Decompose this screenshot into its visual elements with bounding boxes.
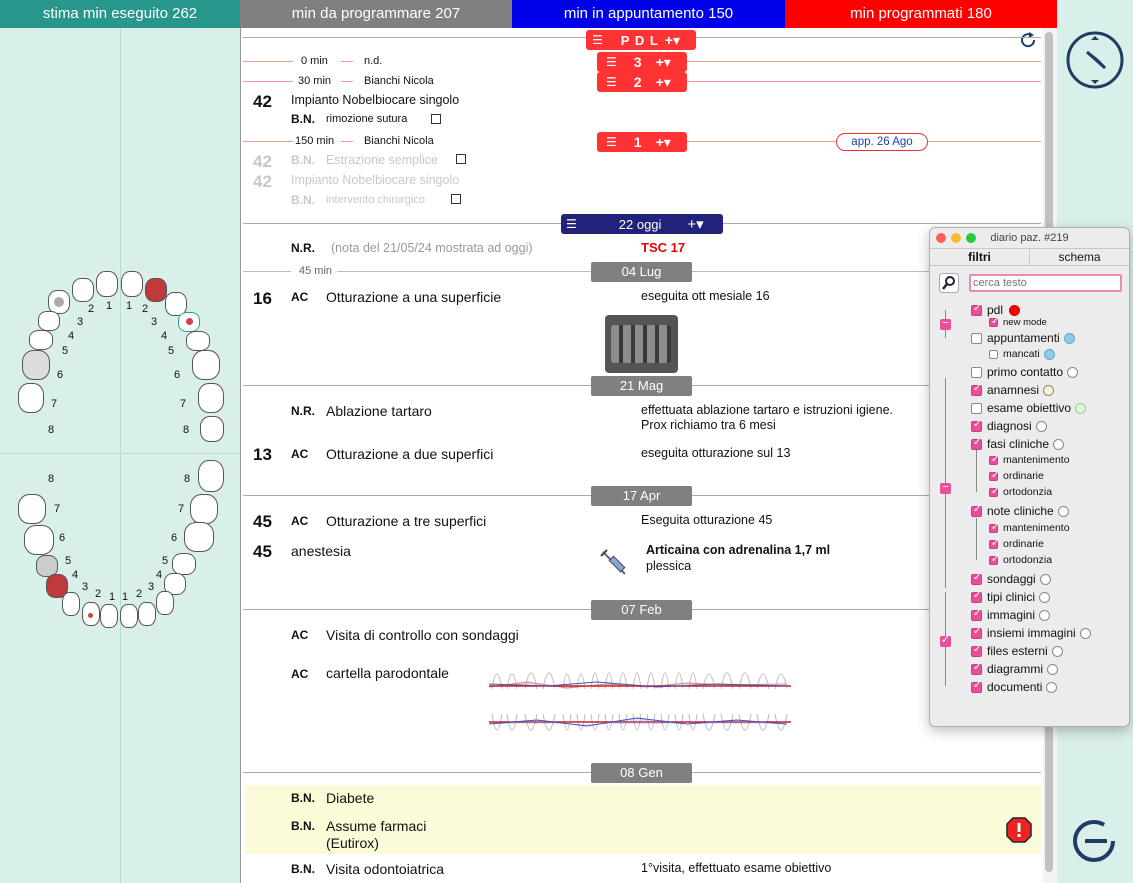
timeline — [243, 271, 291, 272]
appointment-badge[interactable]: app. 26 Ago — [836, 133, 928, 151]
duration: 150 min — [295, 135, 335, 147]
tooth-number: 3 — [148, 581, 155, 593]
tooth-upper-r7[interactable] — [18, 383, 44, 413]
tooth-number: 13 — [253, 445, 272, 464]
treatment-note: effettuata ablazione tartaro e istruzioni igiene. — [641, 403, 894, 417]
treatment-subtitle: intervento chirurgico — [326, 194, 426, 206]
treatment-title: Impianto Nobelbiocare singolo — [291, 173, 460, 187]
operator-name: Bianchi Nicola — [364, 135, 434, 147]
tooth-number: 42 — [253, 152, 272, 171]
tooth-number: 3 — [77, 316, 84, 328]
timeline — [341, 141, 353, 142]
tooth-number: 5 — [65, 555, 72, 567]
treatment-title: Ablazione tartaro — [326, 403, 432, 419]
tooth-lower-r8[interactable] — [198, 460, 224, 492]
treatment-title: Visita di controllo con sondaggi — [326, 627, 519, 643]
filter-fasi-cliniche[interactable]: ✓ fasi cliniche — [971, 437, 1064, 451]
operator-code: AC — [291, 514, 309, 528]
tooth-number: 1 — [106, 300, 113, 312]
maximize-window-icon[interactable] — [966, 233, 976, 243]
window-titlebar[interactable] — [930, 228, 1129, 248]
treatment-title: Otturazione a due superfici — [326, 446, 494, 462]
tooth-upper-l7[interactable] — [198, 383, 224, 413]
tab-filters[interactable]: filtri — [930, 249, 1030, 265]
timeline — [341, 61, 353, 62]
filter-insiemi-immagini[interactable]: ✓ insiemi immagini — [971, 626, 1091, 640]
tooth-number: 6 — [171, 532, 178, 544]
tooth-number: 45 — [253, 542, 272, 561]
minutes-programmed-header: min programmati 180 — [785, 0, 1057, 28]
collapse-group-toggle[interactable]: − — [940, 483, 951, 494]
filter-mancati[interactable]: mancati — [989, 348, 1055, 360]
tooth-lower-r7[interactable] — [190, 494, 218, 524]
tooth-number: 7 — [180, 398, 187, 410]
tooth-upper-r6[interactable] — [22, 350, 50, 380]
date-separator: 21 Mag — [591, 376, 692, 396]
color-dot-icon — [1064, 333, 1075, 344]
tooth-number: 8 — [48, 424, 55, 436]
logout-icon[interactable] — [1071, 818, 1117, 864]
phase-number: 1 — [633, 134, 642, 150]
anamnesis-detail: (Eutirox) — [326, 835, 379, 851]
operator-code: B.N. — [291, 193, 315, 207]
date-separator: 07 Feb — [591, 600, 692, 620]
minutes-in-appointment-header: min in appuntamento 150 — [512, 0, 785, 28]
tooth-number: 2 — [142, 303, 149, 315]
tooth-upper-l2[interactable] — [145, 278, 167, 302]
tooth-number: 8 — [184, 473, 191, 485]
operator-code: N.R. — [291, 241, 315, 255]
tree-line — [976, 450, 977, 492]
timeline — [243, 61, 293, 62]
filter-documenti[interactable]: ✓ documenti — [971, 680, 1057, 694]
tooth-number: 45 — [253, 512, 272, 531]
tree-line — [976, 518, 977, 560]
drug-technique: plessica — [646, 559, 692, 573]
minimize-window-icon[interactable] — [951, 233, 961, 243]
phase-3-pill[interactable] — [597, 52, 687, 72]
done-checkbox[interactable] — [456, 154, 466, 164]
tooth-upper-l6[interactable] — [192, 350, 220, 380]
treatment-note: Prox richiamo tra 6 mesi — [641, 418, 776, 432]
filter-note-ortodonzia[interactable]: ✓ ortodonzia — [989, 554, 1052, 566]
tooth-number: 4 — [156, 569, 163, 581]
filter-immagini[interactable]: ✓ immagini — [971, 608, 1050, 622]
menu-icon[interactable]: ☰ — [566, 217, 577, 231]
tooth-number: 4 — [161, 330, 168, 342]
add-icon[interactable]: +▾ — [687, 216, 704, 233]
collapse-group-toggle[interactable]: ✓ — [940, 634, 951, 646]
alert-icon[interactable] — [1006, 817, 1032, 843]
tooth-lower-l2[interactable] — [82, 602, 100, 626]
pdl-label: P D L — [620, 32, 659, 48]
add-icon[interactable]: +▾ — [664, 31, 680, 48]
timeline — [687, 81, 1041, 82]
filter-primo-contatto[interactable]: primo contatto — [971, 365, 1078, 379]
filter-anamnesi[interactable]: ✓ anamnesi — [971, 383, 1054, 397]
tooth-number: 2 — [95, 588, 102, 600]
search-icon[interactable] — [939, 273, 959, 293]
filter-new-mode[interactable]: ✓ new mode — [989, 317, 1047, 328]
tooth-lower-r5[interactable] — [172, 553, 196, 575]
operator-code: B.N. — [291, 112, 315, 126]
color-dot-icon — [1053, 439, 1064, 450]
tooth-number: 2 — [136, 588, 143, 600]
treatment-title: Otturazione a tre superfici — [326, 513, 487, 529]
tooth-number: 5 — [162, 555, 169, 567]
tooth-upper-l8[interactable] — [200, 416, 224, 442]
add-icon[interactable]: +▾ — [655, 73, 671, 90]
color-dot-icon — [1067, 367, 1078, 378]
tooth-number: 8 — [48, 473, 55, 485]
phase-number: 2 — [633, 74, 642, 90]
treatment-title: cartella parodontale — [326, 665, 449, 681]
tooth-upper-r2[interactable] — [72, 278, 94, 302]
filter-note-ordinarie[interactable]: ✓ ordinarie — [989, 538, 1044, 550]
color-dot-icon — [1080, 628, 1091, 639]
treatment-note: eseguita ott mesiale 16 — [641, 289, 770, 303]
tooth-number: 5 — [62, 345, 69, 357]
done-checkbox[interactable] — [431, 114, 441, 124]
close-window-icon[interactable] — [936, 233, 946, 243]
color-dot-icon — [1052, 646, 1063, 657]
treatment-title: Otturazione a una superficie — [326, 289, 502, 305]
filter-window — [929, 227, 1130, 727]
filter-fasi-mantenimento[interactable]: ✓ mantenimento — [989, 454, 1070, 466]
treatment-title: anestesia — [291, 543, 351, 559]
color-dot-icon — [1036, 421, 1047, 432]
filter-appuntamenti[interactable]: appuntamenti — [971, 331, 1075, 345]
done-checkbox[interactable] — [451, 194, 461, 204]
tooth-upper-l4[interactable] — [178, 312, 200, 332]
operator-code: AC — [291, 447, 309, 461]
tooth-number: 6 — [174, 369, 181, 381]
search-input[interactable] — [969, 274, 1122, 292]
filter-sondaggi[interactable]: ✓ sondaggi — [971, 572, 1051, 586]
operator-code: N.R. — [291, 404, 315, 418]
tooth-number: 2 — [88, 303, 95, 315]
anamnesis-title: Assume farmaci — [326, 818, 427, 834]
treatment-title: Impianto Nobelbiocare singolo — [291, 93, 460, 107]
menu-icon[interactable]: ☰ — [606, 55, 617, 69]
treatment-note: 1°visita, effettuato esame obiettivo — [641, 861, 832, 875]
timeline — [243, 81, 293, 82]
operator-code: AC — [291, 667, 309, 681]
tooth-number: 6 — [59, 532, 66, 544]
tab-schema[interactable]: schema — [1058, 250, 1101, 264]
tooth-lower-l1[interactable] — [100, 604, 118, 628]
duration: 0 min — [301, 55, 328, 67]
filter-tipi-clinici[interactable]: ✓ tipi clinici — [971, 590, 1050, 604]
today-header[interactable] — [561, 214, 723, 234]
filter-files-esterni[interactable]: ✓ files esterni — [971, 644, 1063, 658]
menu-icon[interactable]: ☰ — [592, 33, 603, 47]
duration: 45 min — [299, 265, 333, 277]
date-separator: 04 Lug — [591, 262, 692, 282]
filter-fasi-ortodonzia[interactable]: ✓ ortodonzia — [989, 486, 1052, 498]
color-dot-icon — [1043, 385, 1054, 396]
window-title: diario paz. #219 — [990, 232, 1069, 244]
operator-code: AC — [291, 290, 309, 304]
tooth-number: 4 — [68, 330, 75, 342]
filter-diagrammi[interactable]: ✓ diagrammi — [971, 662, 1058, 676]
color-dot-icon — [1046, 682, 1057, 693]
tooth-number: 7 — [178, 503, 185, 515]
estimate-minutes-header: stima min eseguito 262 — [0, 0, 240, 28]
tooth-number: 6 — [57, 369, 64, 381]
tooth-number: 7 — [54, 503, 61, 515]
treatment-note: Eseguita otturazione 45 — [641, 513, 773, 527]
tooth-number: 4 — [72, 569, 79, 581]
syringe-icon — [599, 548, 631, 580]
collapse-group-toggle[interactable]: − — [940, 319, 951, 330]
filter-esame-obiettivo[interactable]: esame obiettivo — [971, 401, 1086, 415]
tooth-number: 1 — [109, 591, 116, 603]
tsc-status: TSC 17 — [641, 240, 686, 255]
tooth-number: 3 — [82, 581, 89, 593]
color-dot-icon — [1047, 664, 1058, 675]
tooth-lower-l3[interactable] — [62, 592, 80, 616]
treatment-subtitle: rimozione sutura — [326, 113, 408, 125]
filter-note-mantenimento[interactable]: ✓ mantenimento — [989, 522, 1070, 534]
refresh-icon[interactable] — [1020, 31, 1038, 49]
filter-pdl[interactable]: ✓ pdl — [971, 303, 1020, 317]
timeline — [687, 61, 1041, 62]
midline-divider — [120, 28, 121, 883]
drug-name: Articaina con adrenalina 1,7 ml — [646, 543, 831, 557]
pdl-plan-header[interactable] — [586, 30, 696, 50]
odontogram-panel — [0, 28, 240, 883]
header-spacer — [1057, 0, 1133, 28]
tooth-upper-r5[interactable] — [29, 330, 53, 350]
minutes-to-program-header: min da programmare 207 — [240, 0, 512, 28]
tooth-upper-l1[interactable] — [121, 271, 143, 297]
tooth-upper-r1[interactable] — [96, 271, 118, 297]
operator-code: B.N. — [291, 791, 315, 805]
operator-code: B.N. — [291, 153, 315, 167]
tooth-lower-l6[interactable] — [24, 525, 54, 555]
menu-icon[interactable]: ☰ — [606, 75, 617, 89]
tooth-number: 16 — [253, 289, 272, 308]
timeline — [243, 141, 293, 142]
color-dot-icon — [1040, 574, 1051, 585]
color-dot-icon — [1075, 403, 1086, 414]
add-icon[interactable]: +▾ — [655, 53, 671, 70]
tooth-number: 3 — [151, 316, 158, 328]
operator-code: B.N. — [291, 819, 315, 833]
today-label: 22 oggi — [618, 216, 662, 232]
tooth-number: 5 — [168, 345, 175, 357]
duration: 30 min — [298, 75, 332, 87]
tooth-upper-r4[interactable] — [38, 311, 60, 331]
color-dot-icon — [1058, 506, 1069, 517]
arch-divider — [0, 453, 240, 454]
tooth-number: 7 — [51, 398, 58, 410]
add-icon[interactable]: +▾ — [655, 133, 671, 150]
operator-name: Bianchi Nicola — [364, 75, 434, 87]
note-info: (nota del 21/05/24 mostrata ad oggi) — [331, 241, 533, 255]
color-dot-icon — [1039, 610, 1050, 621]
operator-code: B.N. — [291, 862, 315, 876]
date-separator: 17 Apr — [591, 486, 692, 506]
anamnesis-title: Diabete — [326, 790, 375, 806]
color-dot-icon — [1044, 349, 1055, 360]
color-dot-icon — [1039, 592, 1050, 603]
filter-diagnosi[interactable]: ✓ diagnosi — [971, 419, 1047, 433]
tooth-number: 42 — [253, 172, 272, 191]
filter-tabs — [930, 248, 1129, 266]
phase-2-pill[interactable] — [597, 72, 687, 92]
tooth-lower-r2[interactable] — [138, 602, 156, 626]
compass-icon[interactable] — [1065, 30, 1125, 90]
phase-number: 3 — [633, 54, 642, 70]
filter-fasi-ordinarie[interactable]: ✓ ordinarie — [989, 470, 1044, 482]
tooth-lower-r1[interactable] — [120, 604, 138, 628]
tooth-upper-l5[interactable] — [186, 331, 210, 351]
menu-icon[interactable]: ☰ — [606, 135, 617, 149]
periodontal-chart-thumbnail[interactable] — [487, 654, 793, 748]
tooth-number: 42 — [253, 92, 272, 111]
timeline — [341, 81, 353, 82]
filter-note-cliniche[interactable]: ✓ note cliniche — [971, 504, 1069, 518]
tooth-number: 1 — [126, 300, 133, 312]
tooth-lower-l7[interactable] — [18, 494, 46, 524]
tooth-lower-r3[interactable] — [156, 591, 174, 615]
xray-thumbnail[interactable] — [605, 315, 678, 373]
operator-code: AC — [291, 628, 309, 642]
treatment-title: Visita odontoiatrica — [326, 861, 445, 877]
tooth-number: 1 — [122, 591, 129, 603]
operator-name: n.d. — [364, 55, 383, 67]
tooth-number: 8 — [183, 424, 190, 436]
phase-1-pill[interactable] — [597, 132, 687, 152]
tooth-lower-r6[interactable] — [184, 522, 214, 552]
date-separator: 08 Gen — [591, 763, 692, 783]
treatment-note: eseguita otturazione sul 13 — [641, 446, 791, 460]
treatment-title: Estrazione semplice — [326, 153, 438, 167]
color-dot-icon — [1009, 305, 1020, 316]
